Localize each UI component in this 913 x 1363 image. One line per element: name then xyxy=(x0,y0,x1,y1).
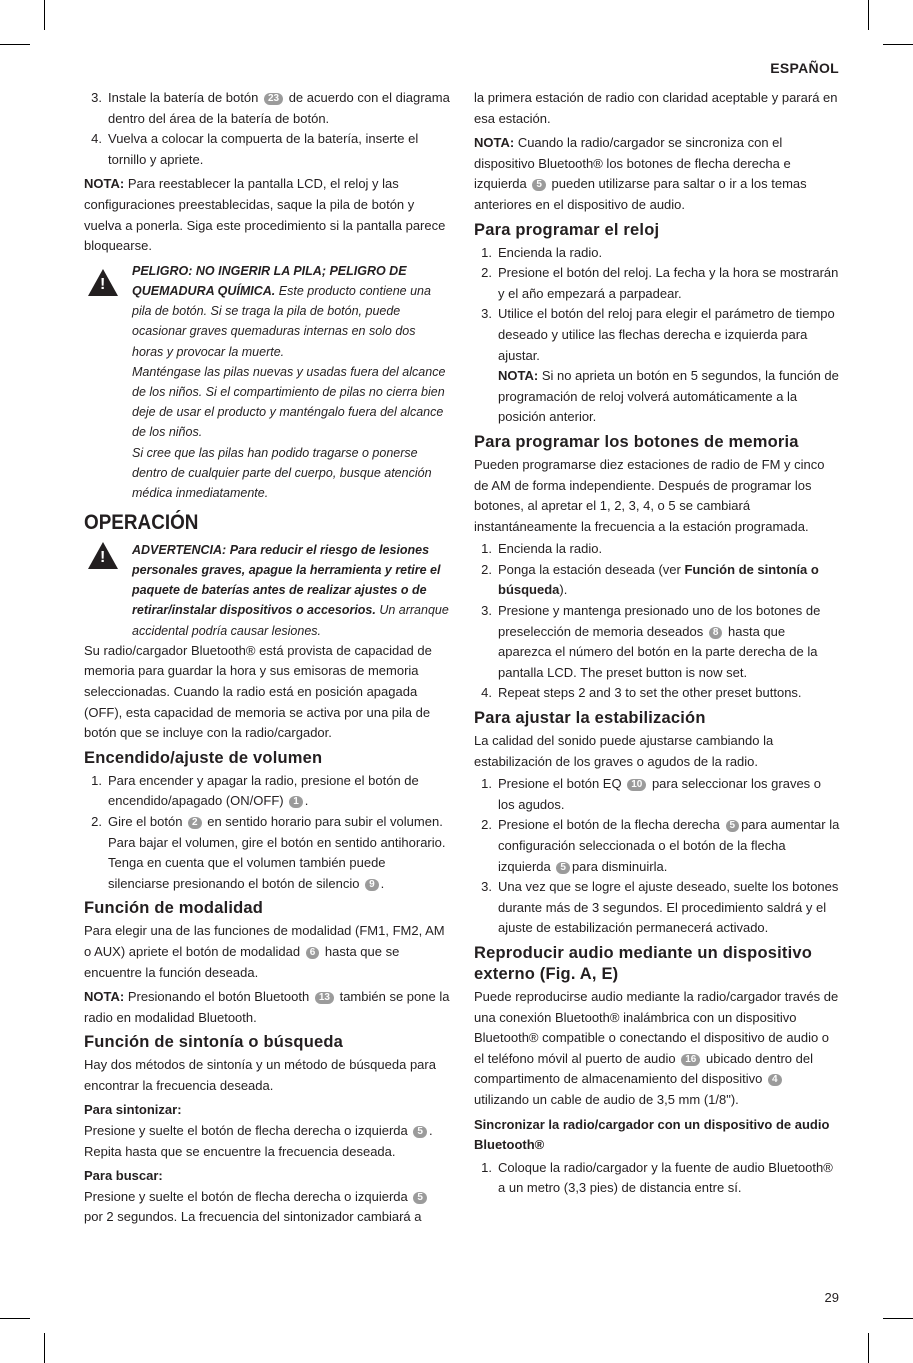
warning-block: ! ADVERTENCIA: Para reducir el riesgo de lesiones personales graves, apague la herramienta y retire el paquete de baterías antes de realizar ajustes o de retirar/instalar dispositivos o accesorios. Un arranque accidental podría causar lesiones. xyxy=(84,540,450,641)
sync-steps xyxy=(474,1158,841,1199)
bt-note: NOTA: Cuando la radio/cargador se sincroniza con el dispositivo Bluetooth® los botones de flecha derecha e izquierda 5 pueden utilizarse para saltar o ir a los temas anteriores en el dispositivo de audio. xyxy=(474,135,807,212)
crop-mark xyxy=(0,44,30,45)
callout-badge: 2 xyxy=(188,817,202,829)
memory-intro: Su radio/cargador Bluetooth® está provista de capacidad de memoria para guardar la hora y sus emisoras de memoria seleccionadas. Cuando la radio está en posición apagada (OFF), esta capacidad de memoria se activa por una pila de botón que se incluye con la radio/cargador. xyxy=(84,642,432,741)
callout-badge: 13 xyxy=(315,992,334,1004)
language-label: ESPAÑOL xyxy=(770,60,839,76)
paragraph: La calidad del sonido puede ajustarse cambiando la estabilización de los graves o agudos de la radio. xyxy=(474,733,774,769)
list-item: 3. Una vez que se logre el ajuste deseado, suelte los botones durante más de 3 segundos. El procedimiento saldrá y el ajuste de estabilización permanecerá activado. xyxy=(481,879,839,936)
danger-block: ! PELIGRO: NO INGERIR LA PILA; PELIGRO DE QUEMADURA QUÍMICA. Este producto contiene una pila de botón. Si se traga la pila de botón, puede ocasionar graves quemaduras internas en solo dos horas y provocar la muerte. Manténgase las pilas nuevas y usadas fuera del alcance de los niños. Si el compartimiento de pilas no cierra bien deje de usar el producto y manténgalo fuera del alcance de los niños. Si cree que las pilas han podido tragarse o ponerse dentro de cualquier parte del cuerpo, busque atención médica inmediatamente. xyxy=(84,261,450,503)
power-steps xyxy=(84,771,450,895)
list-item: 3. Instale la batería de botón 23 de acuerdo con el diagrama dentro del área de la batería de botón. xyxy=(91,90,450,126)
callout-badge: 5 xyxy=(726,820,740,832)
list-item: 2. Presione el botón de la flecha derecha 5 para aumentar la configuración seleccionada o el botón de la flecha izquierda 5 para disminuirla. xyxy=(481,817,840,874)
subheading: Para buscar: xyxy=(84,1168,163,1184)
callout-badge: 10 xyxy=(627,779,646,791)
list-item: 1. Encienda la radio. xyxy=(481,541,603,557)
crop-mark xyxy=(883,44,913,45)
paragraph: Hay dos métodos de sintonía y un método de búsqueda para encontrar la frecuencia deseada. xyxy=(84,1057,436,1093)
right-column xyxy=(474,88,841,1199)
list-item: 4. Vuelva a colocar la compuerta de la batería, inserte el tornillo y apriete. xyxy=(91,131,419,167)
reset-note: NOTA: Para reestablecer la pantalla LCD, el reloj y las configuraciones preestablecidas, saque la pila de botón y vuelva a ponerla. Siga este procedimiento si la pantalla parece bloquearse. xyxy=(84,176,446,254)
paragraph: Presione y suelte el botón de flecha derecha o izquierda 5 por 2 segundos. La frecuencia del sintonizador cambiará a xyxy=(84,1187,450,1228)
left-column xyxy=(84,88,450,1228)
crop-mark xyxy=(868,0,869,30)
callout-badge: 16 xyxy=(681,1054,700,1066)
heading: Encendido/ajuste de volumen xyxy=(84,748,323,767)
callout-badge: 5 xyxy=(413,1192,427,1204)
clock-steps xyxy=(474,243,841,428)
callout-badge: 5 xyxy=(556,862,570,874)
heading: Para programar los botones de memoria xyxy=(474,432,799,451)
warning-icon xyxy=(88,542,118,569)
list-item: 4. Repeat steps 2 and 3 to set the other preset buttons. xyxy=(481,685,802,701)
section-title: OPERACIÓN xyxy=(84,511,199,535)
crop-mark xyxy=(883,1318,913,1319)
list-item: 1. Para encender y apagar la radio, presione el botón de encendido/apagado (ON/OFF) 1 . xyxy=(91,772,419,809)
paragraph: la primera estación de radio con claridad aceptable y parará en esa estación. xyxy=(474,90,838,126)
warning-icon xyxy=(88,269,118,296)
callout-badge: 8 xyxy=(709,627,723,639)
list-item: 2. Ponga la estación deseada (ver Función de sintonía o búsqueda). xyxy=(481,561,819,598)
callout-badge: 5 xyxy=(413,1126,427,1138)
paragraph: Para elegir una de las funciones de modalidad (FM1, FM2, AM o AUX) apriete el botón de modalidad 6 hasta que se encuentre la función deseada. xyxy=(84,923,445,980)
list-item: 3. Utilice el botón del reloj para elegir el parámetro de tiempo deseado y utilice las flechas derecha e izquierda para ajustar. NOTA: Si no aprieta un botón en 5 segundos, la función de programación de reloj volverá automáticamente a la posición anterior. xyxy=(481,306,839,425)
crop-mark xyxy=(44,1333,45,1363)
mode-note: NOTA: Presionando el botón Bluetooth 13 también se pone la radio en modalidad Bluetooth. xyxy=(84,989,450,1025)
callout-badge: 5 xyxy=(532,179,546,191)
preset-steps xyxy=(474,539,841,704)
list-item: 1. Coloque la radio/cargador y la fuente de audio Bluetooth® a un metro (3,3 pies) de distancia entre sí. xyxy=(481,1159,833,1196)
crop-mark xyxy=(44,0,45,30)
callout-badge: 23 xyxy=(264,93,283,105)
list-item: 2. Presione el botón del reloj. La fecha y la hora se mostrarán y el año empezará a parpadear. xyxy=(481,265,839,301)
paragraph: Pueden programarse diez estaciones de radio de FM y cinco de AM de forma independiente. Después de programar los botones, al apretar el 1, 2, 3, 4, o 5 se cambiará instantáneamente la frecuencia a la estación programada. xyxy=(474,456,825,534)
crop-mark xyxy=(0,1318,30,1319)
list-item: 1. Encienda la radio. xyxy=(481,244,603,260)
paragraph: Puede reproducirse audio mediante la radio/cargador través de una conexión Bluetooth® inalámbrica con un dispositivo Bluetooth® compatible o conectando el dispositivo de audio o el teléfono móvil al puerto de audio 16 ubicado dentro del compartimento de almacenamiento del dispositivo 4 utilizando un cable de audio de 3,5 mm (1/8"). xyxy=(474,988,839,1107)
callout-badge: 6 xyxy=(306,947,320,959)
subheading: Sincronizar la radio/cargador con un dispositivo de audio Bluetooth® xyxy=(474,1116,830,1153)
heading: Función de sintonía o búsqueda xyxy=(84,1033,344,1052)
page-number: 29 xyxy=(824,1290,839,1305)
paragraph: Presione y suelte el botón de flecha derecha o izquierda 5 . Repita hasta que se encuentre la frecuencia deseada. xyxy=(84,1123,433,1159)
heading: Reproducir audio mediante un dispositivo externo (Fig. A, E) xyxy=(474,943,813,983)
heading: Para programar el reloj xyxy=(474,220,660,239)
heading: Función de modalidad xyxy=(84,899,264,918)
callout-badge: 9 xyxy=(365,879,379,891)
battery-steps xyxy=(84,88,450,170)
callout-badge: 4 xyxy=(768,1074,782,1086)
callout-badge: 1 xyxy=(289,796,303,808)
heading: Para ajustar la estabilización xyxy=(474,709,706,728)
subheading: Para sintonizar: xyxy=(84,1102,182,1118)
eq-steps xyxy=(474,774,841,939)
list-item: 3. Presione y mantenga presionado uno de los botones de preselección de memoria deseados 8 hasta que aparezca el número del botón en la parte derecha de la pantalla LCD. The preset button is now set. xyxy=(481,603,821,680)
list-item: 1. Presione el botón EQ 10 para seleccionar los graves o los agudos. xyxy=(481,776,822,812)
crop-mark xyxy=(868,1333,869,1363)
list-item: 2. Gire el botón 2 en sentido horario para subir el volumen. Para bajar el volumen, gire el botón en sentido antihorario. Tenga en cuenta que el volumen también puede silenciarse presionando el botón de silencio 9 . xyxy=(91,813,446,891)
